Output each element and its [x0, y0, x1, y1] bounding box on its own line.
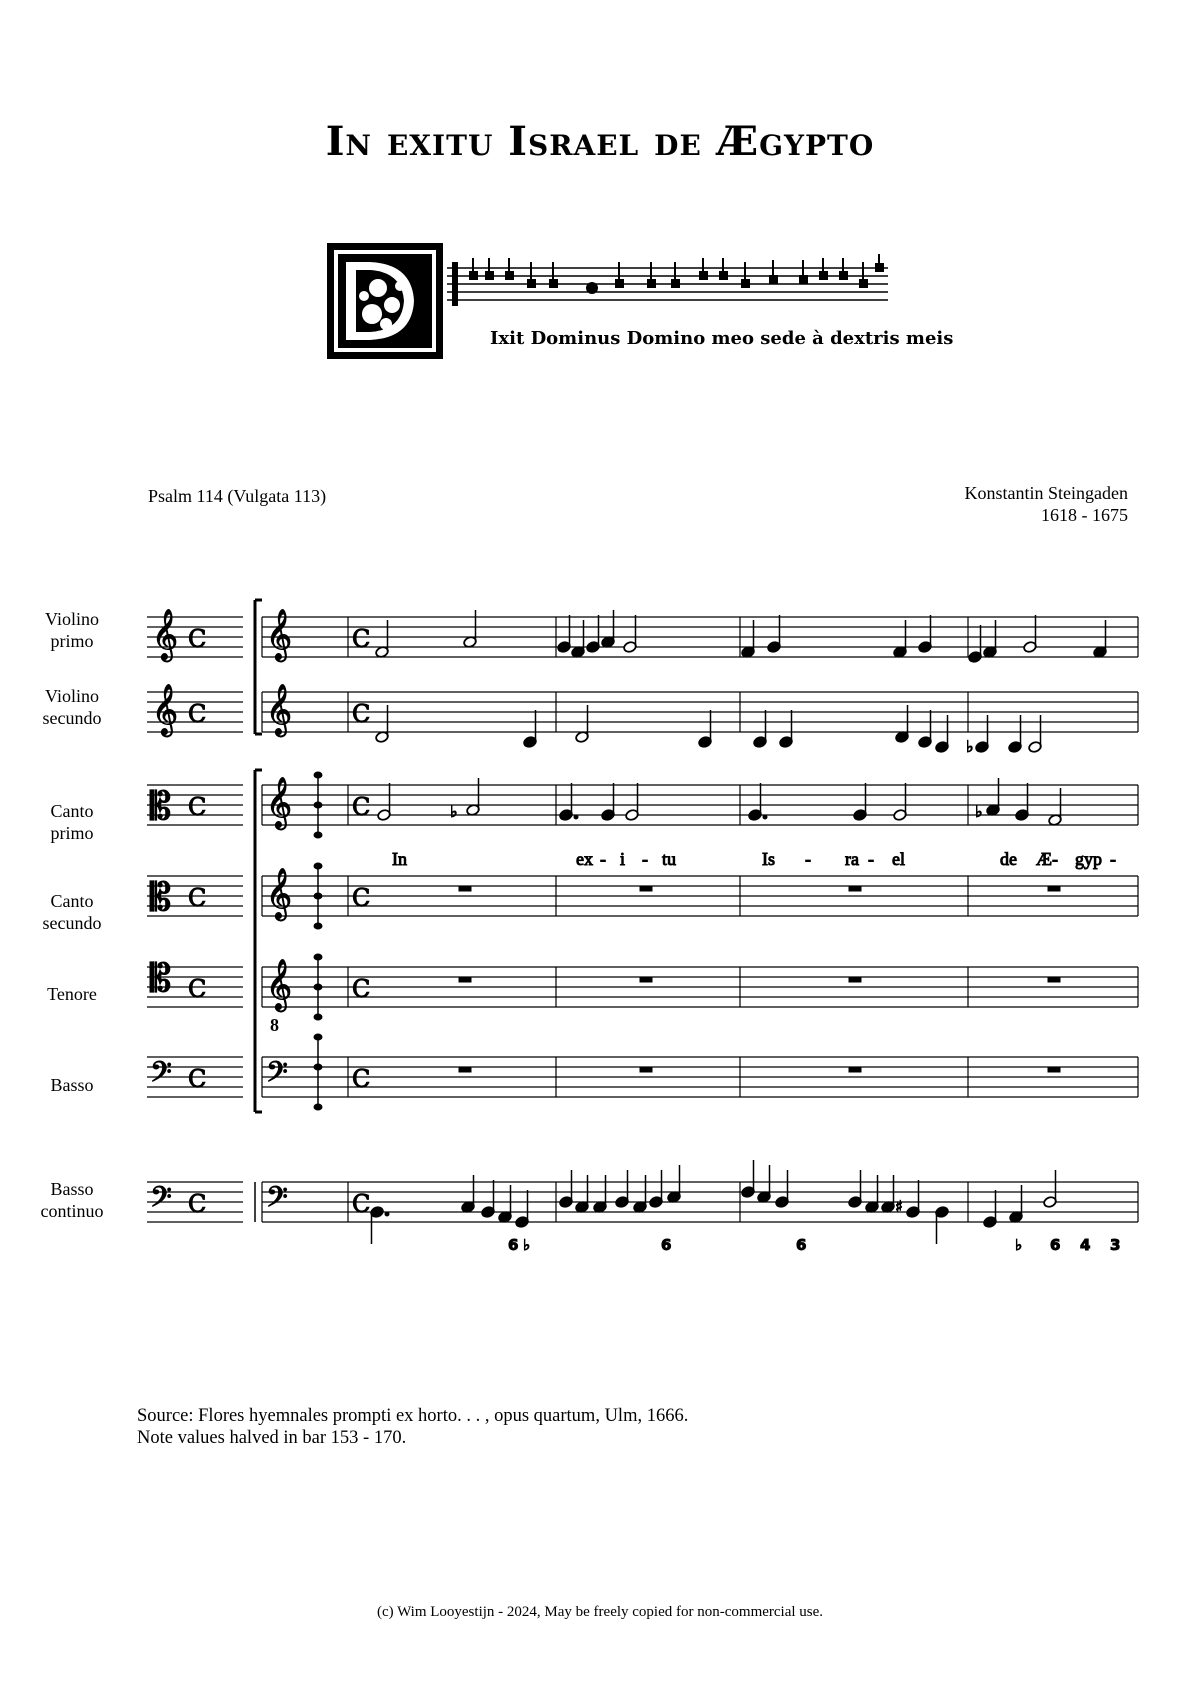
label-tenore: Tenore	[47, 984, 97, 1004]
whole-rest	[849, 886, 861, 891]
lyric-syllable: ra	[845, 849, 859, 869]
c-clef-icon: 𝄡	[150, 875, 172, 919]
label-violino-primo: Violino primo	[45, 609, 99, 651]
bass-clef-icon: 𝄢	[150, 1056, 172, 1096]
dot	[385, 1212, 389, 1216]
whole-rest	[849, 1067, 861, 1072]
figured-bass: 6	[796, 1236, 807, 1254]
bass-clef-icon: 𝄢	[150, 1181, 172, 1221]
treble-clef-icon: 𝄞	[152, 609, 179, 660]
composer-dates: 1618 - 1675	[1041, 505, 1128, 525]
lyric-syllable: tu	[662, 849, 677, 869]
treble-clef-icon: 𝄞	[266, 684, 293, 735]
treble-clef-icon: 𝄞	[266, 777, 293, 828]
whole-rest	[849, 977, 861, 982]
time-signature: C	[188, 1065, 207, 1093]
lyric-syllable: In	[392, 849, 407, 869]
time-signature: C	[352, 1190, 371, 1218]
treble-clef-icon: 𝄞	[266, 959, 293, 1010]
dot	[574, 815, 578, 819]
time-signature: C	[352, 793, 371, 821]
lyric-syllable: -	[805, 849, 811, 869]
sharp-sign: ♯	[895, 1197, 903, 1216]
whole-rest	[1048, 886, 1060, 891]
whole-rest	[640, 977, 652, 982]
lyric-syllable: Æ	[1036, 849, 1053, 869]
treble-clef-icon: 𝄞	[266, 609, 293, 660]
vocal-bracket	[255, 770, 262, 1112]
whole-rest	[640, 886, 652, 891]
figured-bass: ♭	[523, 1236, 531, 1254]
whole-rest	[459, 977, 471, 982]
whole-rest	[459, 1067, 471, 1072]
lyric-syllable: -	[642, 849, 648, 869]
lyric-syllable: -	[1052, 849, 1058, 869]
composer-name: Konstantin Steingaden	[964, 483, 1128, 503]
label-basso-continuo: Basso continuo	[40, 1179, 104, 1221]
source-notes	[137, 1405, 688, 1449]
time-signature: C	[188, 700, 207, 728]
lyric-syllable: el	[892, 849, 905, 869]
page-title: In exitu Israel de Ægypto	[325, 118, 875, 165]
psalm-reference: Psalm 114 (Vulgata 113)	[148, 486, 327, 506]
time-signature: C	[188, 1190, 207, 1218]
label-canto-primo: Canto primo	[50, 801, 94, 843]
bass-clef-icon: 𝄢	[266, 1181, 288, 1221]
lyric-syllable: gyp	[1075, 849, 1102, 869]
figured-bass: 3	[1110, 1236, 1121, 1254]
time-signature: C	[352, 884, 371, 912]
whole-rest	[1048, 977, 1060, 982]
time-signature: C	[188, 625, 207, 653]
halved-note: Note values halved in bar 153 - 170.	[137, 1428, 407, 1448]
whole-rest	[1048, 1067, 1060, 1072]
incipit-text: Ixit Dominus Domino meo sede à dextris meis	[490, 328, 954, 349]
time-signature: C	[352, 625, 371, 653]
label-violino-secundo: Violino secundo	[42, 686, 102, 728]
violin-bracket	[255, 600, 262, 734]
bass-clef-icon: 𝄢	[266, 1056, 288, 1096]
lyric-syllable: -	[1110, 849, 1116, 869]
time-signature: C	[352, 1065, 371, 1093]
flat-sign: ♭	[966, 737, 974, 756]
lyric-syllable: -	[868, 849, 874, 869]
time-signature: C	[352, 975, 371, 1003]
lyric-syllable: -	[600, 849, 606, 869]
lyric-syllable: Is	[762, 849, 775, 869]
tenor-octave-mark: 8	[270, 1015, 279, 1035]
treble-clef-icon: 𝄞	[266, 868, 293, 919]
figured-bass: 6	[1050, 1236, 1061, 1254]
lyric-syllable: ex	[576, 849, 593, 869]
time-signature: C	[188, 884, 207, 912]
copyright: (c) Wim Looyestijn - 2024, May be freely copied for non-commercial use.	[376, 1604, 824, 1620]
whole-rest	[459, 886, 471, 891]
flat-sign: ♭	[975, 802, 983, 821]
flat-sign: ♭	[450, 802, 458, 821]
dot	[763, 815, 767, 819]
treble-clef-icon: 𝄞	[152, 684, 179, 735]
c-clef-icon: 𝄡	[150, 784, 172, 828]
figured-bass: 4	[1080, 1236, 1091, 1254]
whole-rest	[640, 1067, 652, 1072]
time-signature: C	[188, 975, 207, 1003]
time-signature: C	[188, 793, 207, 821]
figured-bass: ♭	[1015, 1236, 1023, 1254]
time-signature: C	[352, 700, 371, 728]
figured-bass: 6	[508, 1236, 519, 1254]
source-note: Source: Flores hyemnales prompti ex horto. . . , opus quartum, Ulm, 1666.	[137, 1406, 689, 1426]
lyric-syllable: de	[1000, 849, 1017, 869]
label-canto-secundo: Canto secundo	[42, 891, 102, 933]
lyric-syllable: i	[620, 849, 626, 869]
c-clef-icon: 𝄡	[150, 956, 172, 1000]
figured-bass: 6	[661, 1236, 672, 1254]
label-basso: Basso	[50, 1075, 94, 1095]
